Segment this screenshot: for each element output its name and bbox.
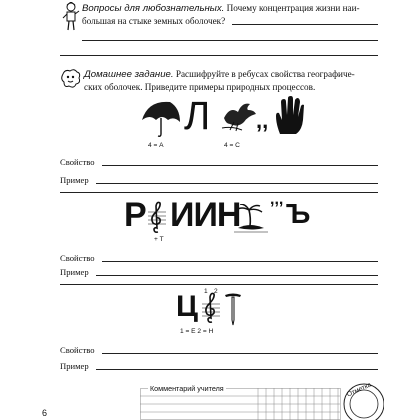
boy-figure-icon	[62, 2, 80, 32]
example-line[interactable]	[96, 369, 378, 370]
answer-line[interactable]	[232, 24, 378, 25]
rebus1-letter: Л	[184, 94, 211, 138]
rebus2-caption: + Т	[154, 236, 164, 243]
question-line1: Почему концентрация жизни наи-	[224, 3, 360, 13]
treble-clef-icon	[200, 292, 222, 324]
property-row	[60, 156, 378, 168]
property-label: Свойство	[60, 253, 95, 263]
nail-icon	[224, 292, 242, 326]
property-row	[60, 344, 378, 356]
bird-icon	[220, 98, 258, 132]
page-number: 6	[42, 408, 48, 418]
homework-line2: ских оболочек. Приведите примеры природных процессов.	[84, 82, 316, 92]
rebus-1	[140, 96, 310, 152]
property-row	[60, 252, 378, 264]
rebus2-letter-r: Р	[124, 196, 146, 234]
property-line[interactable]	[102, 261, 378, 262]
example-label: Пример	[60, 175, 89, 185]
property-line[interactable]	[102, 353, 378, 354]
rebus-3	[176, 288, 276, 340]
rebus1-caption-left: 4 = А	[148, 142, 164, 149]
example-row	[60, 174, 378, 186]
palm-island-icon	[234, 204, 268, 234]
rebus2-quote: ,,,	[270, 191, 284, 208]
rebus1-comma: ,,	[256, 108, 269, 133]
homework-block	[84, 68, 384, 93]
hand-icon	[274, 96, 304, 136]
answer-line[interactable]	[82, 40, 378, 41]
homework-heading: Домашнее задание.	[84, 69, 174, 80]
homework-line1: Расшифруйте в ребусах свойства географиче-	[173, 69, 355, 79]
treble-clef-icon	[146, 200, 168, 234]
rebus3-letter: Ц	[176, 290, 198, 323]
rebus-2	[124, 191, 324, 248]
rebus1-caption-right: 4 = С	[224, 142, 240, 149]
property-line[interactable]	[102, 165, 378, 166]
answer-line[interactable]	[60, 192, 378, 193]
rebus3-caption: 1 = Е 2 = Н	[180, 328, 214, 335]
property-label: Свойство	[60, 345, 95, 355]
thinking-face-icon	[60, 68, 82, 90]
answer-line[interactable]	[60, 284, 378, 285]
question-line2: большая на стыке земных оболочек?	[82, 16, 226, 26]
property-label: Свойство	[60, 157, 95, 167]
rebus3-num2: 2	[214, 288, 218, 295]
rebus3-num1: 1	[204, 288, 208, 295]
question-heading: Вопросы для любознательных.	[82, 3, 225, 14]
example-label: Пример	[60, 267, 89, 277]
rebus2-letter-end: Ъ	[286, 198, 311, 229]
example-label: Пример	[60, 361, 89, 371]
answer-line[interactable]	[60, 55, 378, 56]
mark-label: Отметка	[346, 381, 373, 399]
example-row	[60, 360, 378, 372]
example-row	[60, 266, 378, 278]
rebus2-letters-iin: ИИН	[170, 196, 241, 234]
umbrella-icon	[140, 98, 182, 138]
example-line[interactable]	[96, 275, 378, 276]
teacher-comment-label: Комментарий учителя	[150, 384, 224, 393]
example-line[interactable]	[96, 183, 378, 184]
